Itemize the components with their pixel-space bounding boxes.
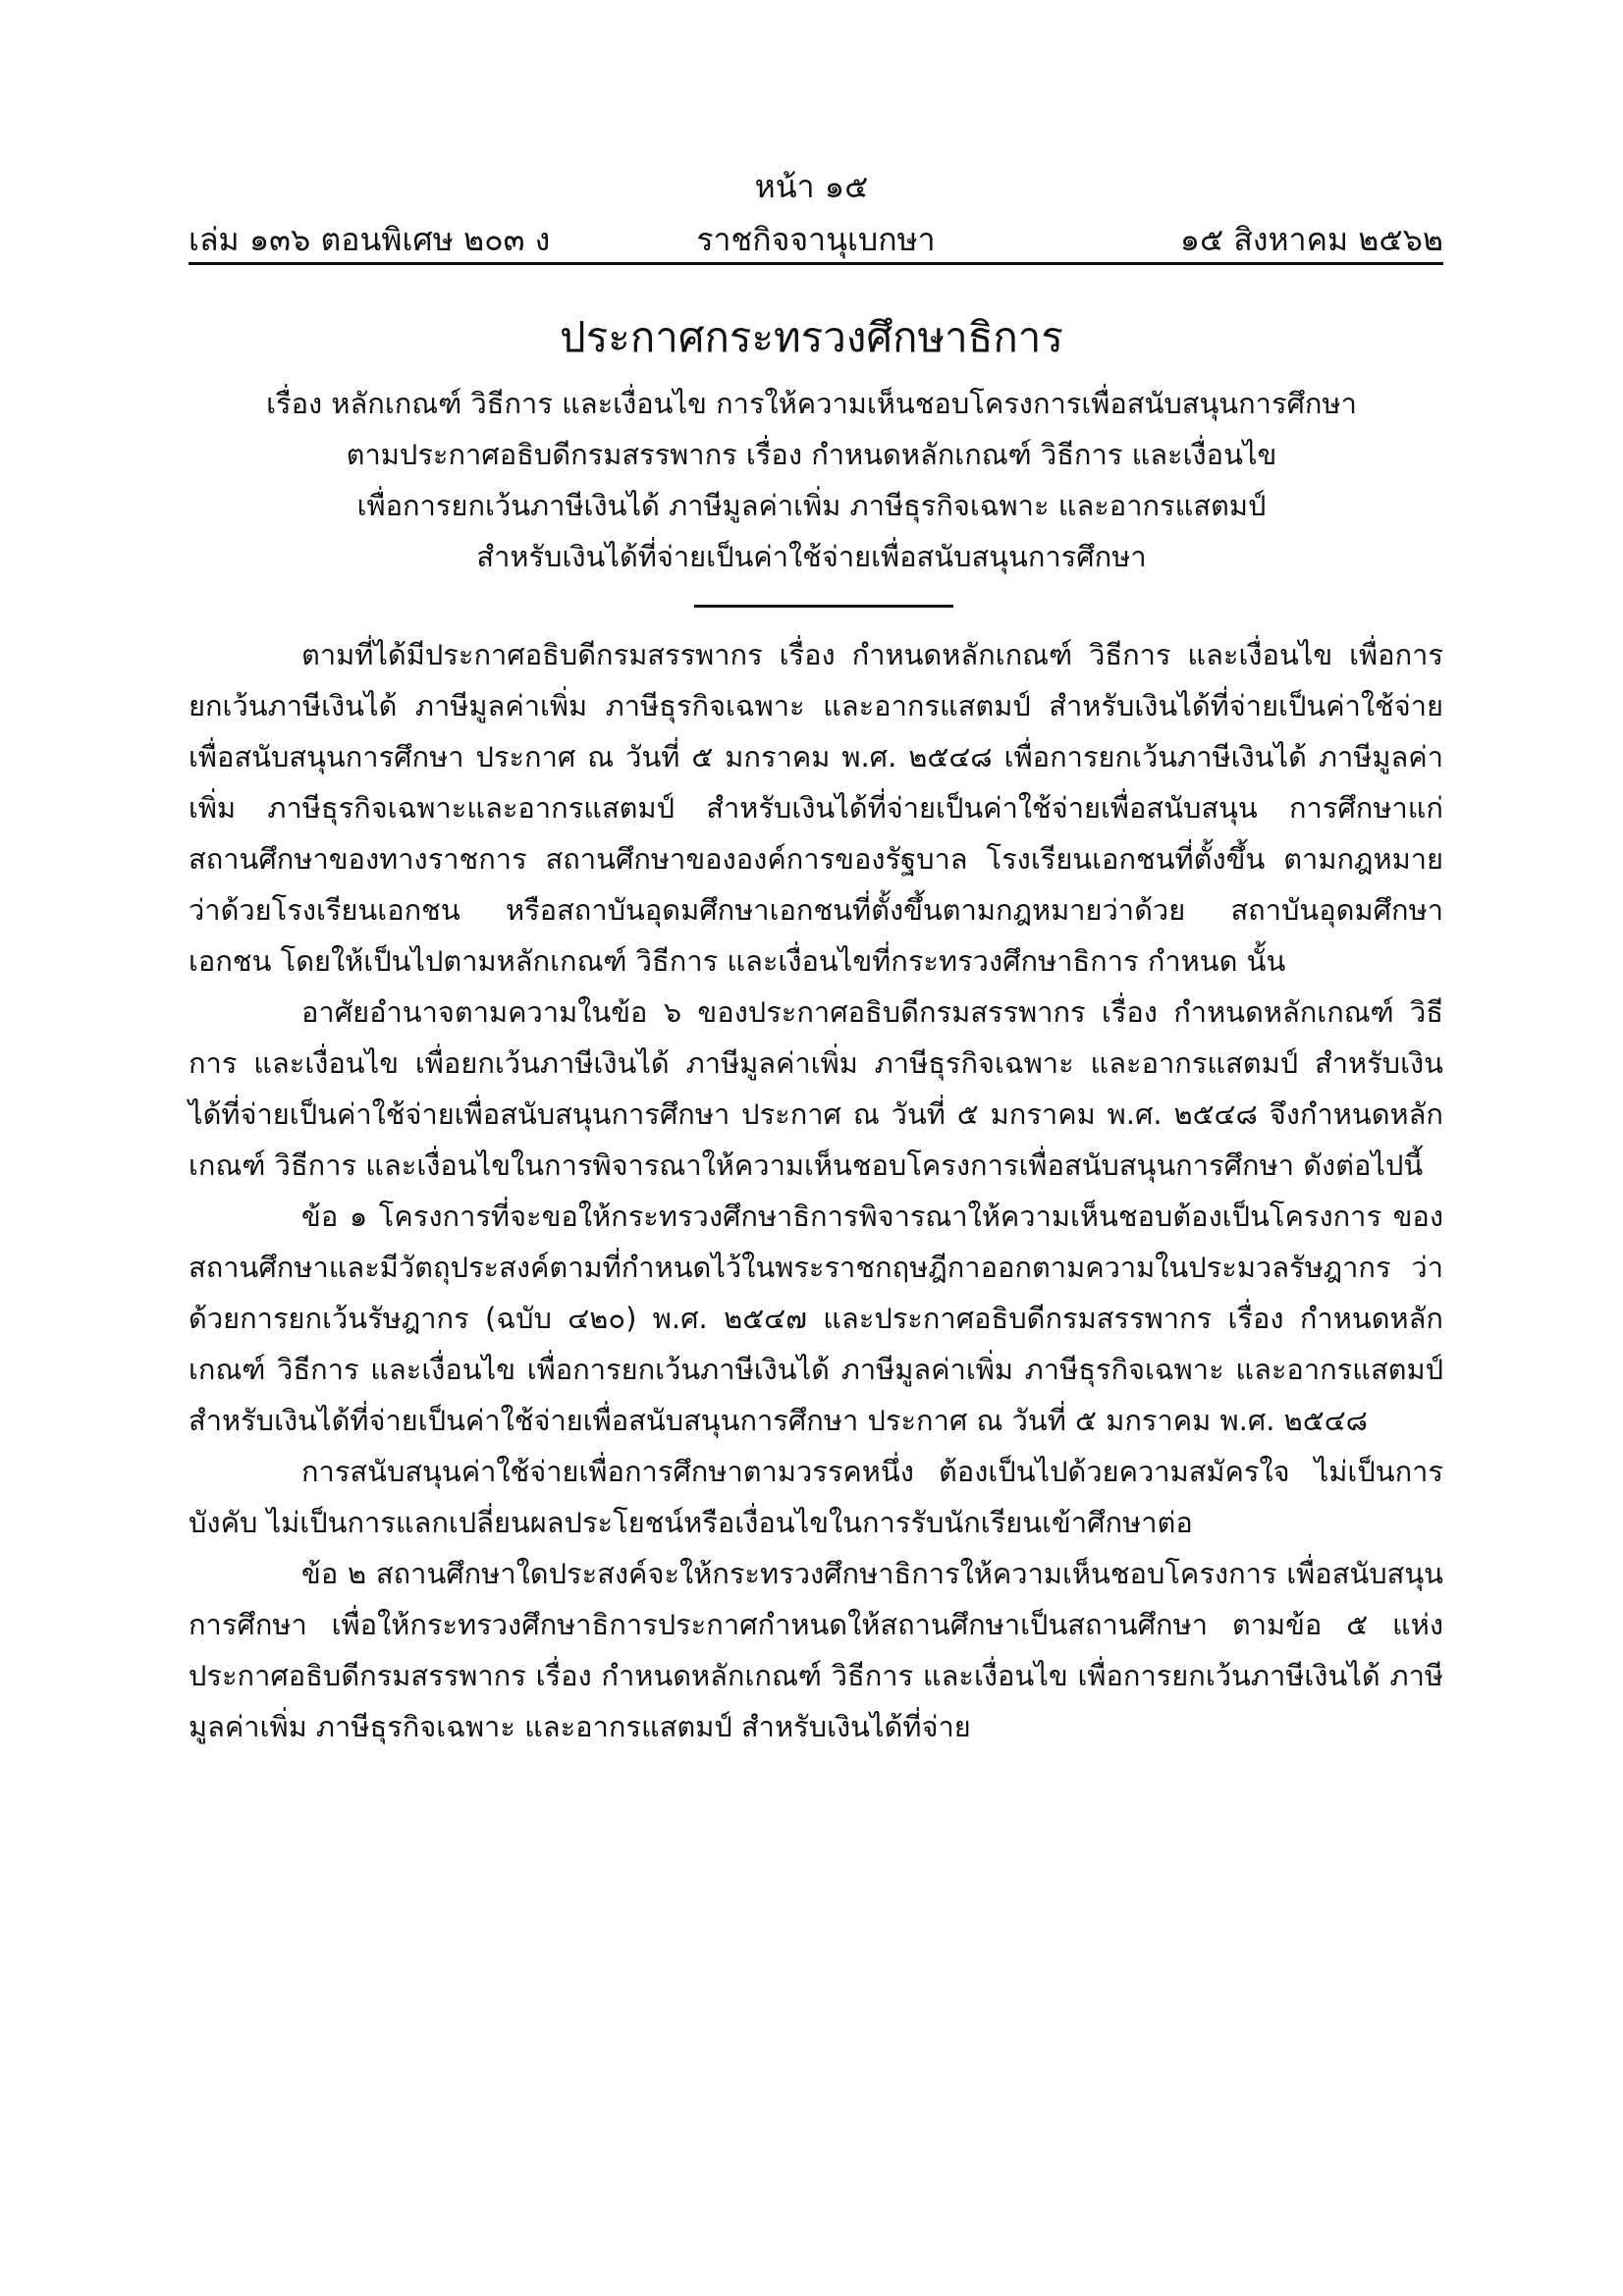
subject-line: เพื่อการยกเว้นภาษีเงินได้ ภาษีมูลค่าเพิ่ม ภาษีธุรกิจเฉพาะ และอากรแสตมป์ [356, 489, 1267, 522]
publication-date: ๑๕ สิงหาคม ๒๕๖๒ [1179, 221, 1443, 258]
announcement-subject [226, 378, 1397, 582]
clause-2-paragraph: ข้อ ๒ สถานศึกษาใดประสงค์จะให้กระทรวงศึกษาธิการให้ความเห็นชอบโครงการ เพื่อสนับสนุนการศึกษา เพื่อให้กระทรวงศึกษาธิการประกาศกำหนดให้สถานศึกษาเป็นสถานศึกษา ตามข้อ ๕ แห่งประกาศอธิบดีกรมสรรพากร เรื่อง กำหนดหลักเกณฑ์ วิธีการ และเงื่อนไข เพื่อการยกเว้นภาษีเงินได้ ภาษีมูลค่าเพิ่ม ภาษีธุรกิจเฉพาะ และอากรแสตมป์ สำหรับเงินได้ที่จ่าย [189, 1557, 1443, 1743]
page-number: หน้า ๑๕ [754, 168, 869, 205]
subject-line: สำหรับเงินได้ที่จ่ายเป็นค่าใช้จ่ายเพื่อสนับสนุนการศึกษา [476, 540, 1147, 573]
subject-line: เรื่อง หลักเกณฑ์ วิธีการ และเงื่อนไข การให้ความเห็นชอบโครงการเพื่อสนับสนุนการศึกษา [266, 387, 1357, 420]
body-paragraph: ตามที่ได้มีประกาศอธิบดีกรมสรรพากร เรื่อง กำหนดหลักเกณฑ์ วิธีการ และเงื่อนไข เพื่อการยกเว้นภาษีเงินได้ ภาษีมูลค่าเพิ่ม ภาษีธุรกิจเฉพาะ และอากรแสตมป์ สำหรับเงินได้ที่จ่ายเป็นค่าใช้จ่าย เพื่อสนับสนุนการศึกษา ประกาศ ณ วันที่ ๕ มกราคม พ.ศ. ๒๕๔๘ เพื่อการยกเว้นภาษีเงินได้ ภาษีมูลค่าเพิ่ม ภาษีธุรกิจเฉพาะและอากรแสตมป์ สำหรับเงินได้ที่จ่ายเป็นค่าใช้จ่ายเพื่อสนับสนุน การศึกษาแก่สถานศึกษาของทางราชการ สถานศึกษาขององค์การของรัฐบาล โรงเรียนเอกชนที่ตั้งขึ้น ตามกฎหมายว่าด้วยโรงเรียนเอกชน หรือสถาบันอุดมศึกษาเอกชนที่ตั้งขึ้นตามกฎหมายว่าด้วย สถาบันอุดมศึกษาเอกชน โดยให้เป็นไปตามหลักเกณฑ์ วิธีการ และเงื่อนไขที่กระทรวงศึกษาธิการ กำหนด นั้น [189, 638, 1443, 978]
subject-line: ตามประกาศอธิบดีกรมสรรพากร เรื่อง กำหนดหลักเกณฑ์ วิธีการ และเงื่อนไข [346, 438, 1277, 471]
volume-info: เล่ม ๑๓๖ ตอนพิเศษ ๒๐๓ ง [189, 221, 551, 258]
header-divider [189, 262, 1443, 265]
clause-1-paragraph: ข้อ ๑ โครงการที่จะขอให้กระทรวงศึกษาธิการพิจารณาให้ความเห็นชอบต้องเป็นโครงการ ของสถานศึกษาและมีวัตถุประสงค์ตามที่กำหนดไว้ในพระราชกฤษฎีกาออกตามความในประมวลรัษฎากร ว่าด้วยการยกเว้นรัษฎากร (ฉบับ ๔๒๐) พ.ศ. ๒๕๔๗ และประกาศอธิบดีกรมสรรพากร เรื่อง กำหนดหลักเกณฑ์ วิธีการ และเงื่อนไข เพื่อการยกเว้นภาษีเงินได้ ภาษีมูลค่าเพิ่ม ภาษีธุรกิจเฉพาะ และอากรแสตมป์ สำหรับเงินได้ที่จ่ายเป็นค่าใช้จ่ายเพื่อสนับสนุนการศึกษา ประกาศ ณ วันที่ ๕ มกราคม พ.ศ. ๒๕๔๘ [189, 1200, 1443, 1437]
title-divider [694, 605, 953, 608]
gazette-header [189, 218, 1443, 261]
body-paragraph: อาศัยอำนาจตามความในข้อ ๖ ของประกาศอธิบดีกรมสรรพากร เรื่อง กำหนดหลักเกณฑ์ วิธีการ และเงื่อนไข เพื่อยกเว้นภาษีเงินได้ ภาษีมูลค่าเพิ่ม ภาษีธุรกิจเฉพาะ และอากรแสตมป์ สำหรับเงินได้ที่จ่ายเป็นค่าใช้จ่ายเพื่อสนับสนุนการศึกษา ประกาศ ณ วันที่ ๕ มกราคม พ.ศ. ๒๕๔๘ จึงกำหนดหลักเกณฑ์ วิธีการ และเงื่อนไขในการพิจารณาให้ความเห็นชอบโครงการเพื่อสนับสนุนการศึกษา ดังต่อไปนี้ [189, 995, 1443, 1182]
announcement-title: ประกาศกระทรวงศึกษาธิการ [560, 313, 1063, 361]
body-paragraph: การสนับสนุนค่าใช้จ่ายเพื่อการศึกษาตามวรรคหนึ่ง ต้องเป็นไปด้วยความสมัครใจ ไม่เป็นการบังคับ ไม่เป็นการแลกเปลี่ยนผลประโยชน์หรือเงื่อนไขในการรับนักเรียนเข้าศึกษาต่อ [189, 1455, 1443, 1539]
announcement-body [189, 629, 1443, 1752]
publication-name: ราชกิจจานุเบกษา [696, 221, 936, 258]
